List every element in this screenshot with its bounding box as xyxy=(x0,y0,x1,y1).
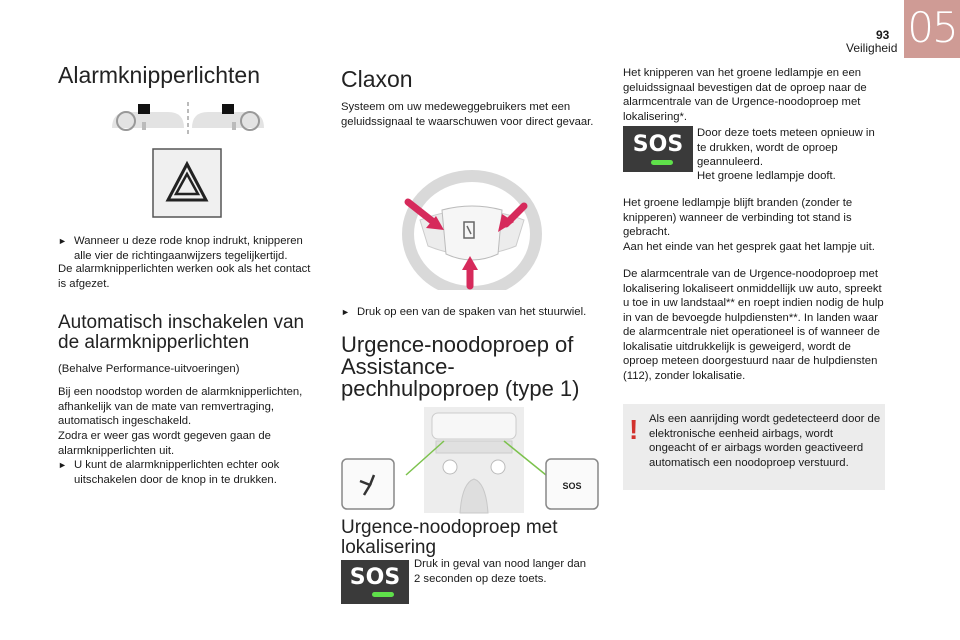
sos-instruction: Druk in geval van nood langer dan 2 seconden op deze toets. xyxy=(414,558,587,585)
auto-hazard-note: (Behalve Performance-uitvoeringen) xyxy=(58,363,240,375)
warning-text: Als een aanrijding wordt gedetecteerd door de elektronische eenheid airbags, wordt ongeacht of er airbags worden geactiveerd automatisch een noodoproep verstuurd. xyxy=(649,413,881,469)
steering-wheel-illustration xyxy=(398,162,546,290)
col3-paragraph-3: Aan het einde van het gesprek gaat het lampje uit. xyxy=(623,241,875,253)
green-led-icon xyxy=(372,592,394,597)
section-title: Veiligheid xyxy=(846,41,898,55)
auto-hazard-bullet-text: U kunt de alarmknipperlichten echter ook uitschakelen door de knop in te drukken. xyxy=(74,459,280,486)
col3-paragraph-4: De alarmcentrale van de Urgence-noodoproep met lokalisering lokaliseert onmiddellijk uw auto, spreekt u toe in uw landstaal** en roept indien nodig de hulp in van de bevoegde hulpdiensten**. In landen waar de alarmcentrale niet operationeel is of wanneer de lokalisatie uitdrukkelijk is geweigerd, wordt de oproep meteen doorgestuurd naar de hulpdiensten (112), zonder lokalisatie. xyxy=(623,268,884,382)
hazard-button-illustration xyxy=(152,148,222,218)
sos-label-2: SOS xyxy=(632,132,684,157)
sos-cancel-text-2: Het groene ledlampje dooft. xyxy=(697,170,836,182)
chapter-tab: 05 xyxy=(904,0,960,58)
column-hazard-lights xyxy=(58,62,320,89)
horn-title: Claxon xyxy=(341,66,413,92)
sos-button-image-2 xyxy=(623,126,693,172)
horn-bullet xyxy=(341,305,603,320)
press-arrow-bottom-icon xyxy=(462,256,478,286)
auto-hazard-bullet xyxy=(58,458,320,487)
sos-cancel-text: Door deze toets meteen opnieuw in te drukken, wordt de oproep geannuleerd. xyxy=(697,127,875,168)
horn-paragraph: Systeem om uw medeweggebruikers met een geluidssignaal te waarschuwen voor direct gevaar. xyxy=(341,101,594,128)
green-led-icon-2 xyxy=(651,160,673,165)
emergency-call-title: Urgence-noodoproep of Assistance-pechhulpoproep (type 1) xyxy=(341,332,580,401)
warning-icon: ! xyxy=(629,414,639,445)
hazard-bullet-text: Wanneer u deze rode knop indrukt, knipperen alle vier de richtingaanwijzers tegelijkertijd. xyxy=(74,235,303,262)
warning-box xyxy=(623,404,885,490)
bullet-arrow-icon: ► xyxy=(341,307,350,317)
bullet-arrow-icon: ► xyxy=(58,460,67,470)
auto-hazard-title: Automatisch inschakelen van de alarmknipperlichten xyxy=(58,312,305,353)
sos-label: SOS xyxy=(349,565,401,590)
sos-button-image xyxy=(341,560,409,604)
bullet-arrow-icon: ► xyxy=(58,236,67,246)
console-sos-label: SOS xyxy=(562,481,582,491)
auto-hazard-paragraph-1: Bij een noodstop worden de alarmknipperlichten, afhankelijk van de mate van remvertraging, automatisch ingeschakeld. xyxy=(58,386,303,427)
dashboard-location-illustration xyxy=(108,102,268,136)
hazard-paragraph: De alarmknipperlichten werken ook als het contact is afgezet. xyxy=(58,263,311,290)
horn-bullet-text: Druk op een van de spaken van het stuurwiel. xyxy=(357,306,587,318)
page-number: 93 xyxy=(876,28,890,42)
console-illustration xyxy=(340,405,602,515)
assistance-button-icon xyxy=(342,459,394,509)
col3-paragraph-1: Het knipperen van het groene ledlampje en een geluidssignaal bevestigen dat de oproep naar de alarmcentrale van de Urgence-noodoproep met lokalisering*. xyxy=(623,67,867,123)
col3-paragraph-2: Het groene ledlampje blijft branden (zonder te knipperen) wanneer de verbinding tot stand is gebracht. xyxy=(623,197,853,238)
hazard-title: Alarmknipperlichten xyxy=(58,62,260,88)
left-hand-drive-icon xyxy=(112,104,184,130)
hazard-bullet xyxy=(58,234,320,263)
auto-hazard-paragraph-2: Zodra er weer gas wordt gegeven gaan de alarmknipperlichten uit. xyxy=(58,430,271,457)
right-hand-drive-icon xyxy=(192,104,264,130)
emergency-subtitle: Urgence-noodoproep met lokalisering xyxy=(341,517,558,558)
